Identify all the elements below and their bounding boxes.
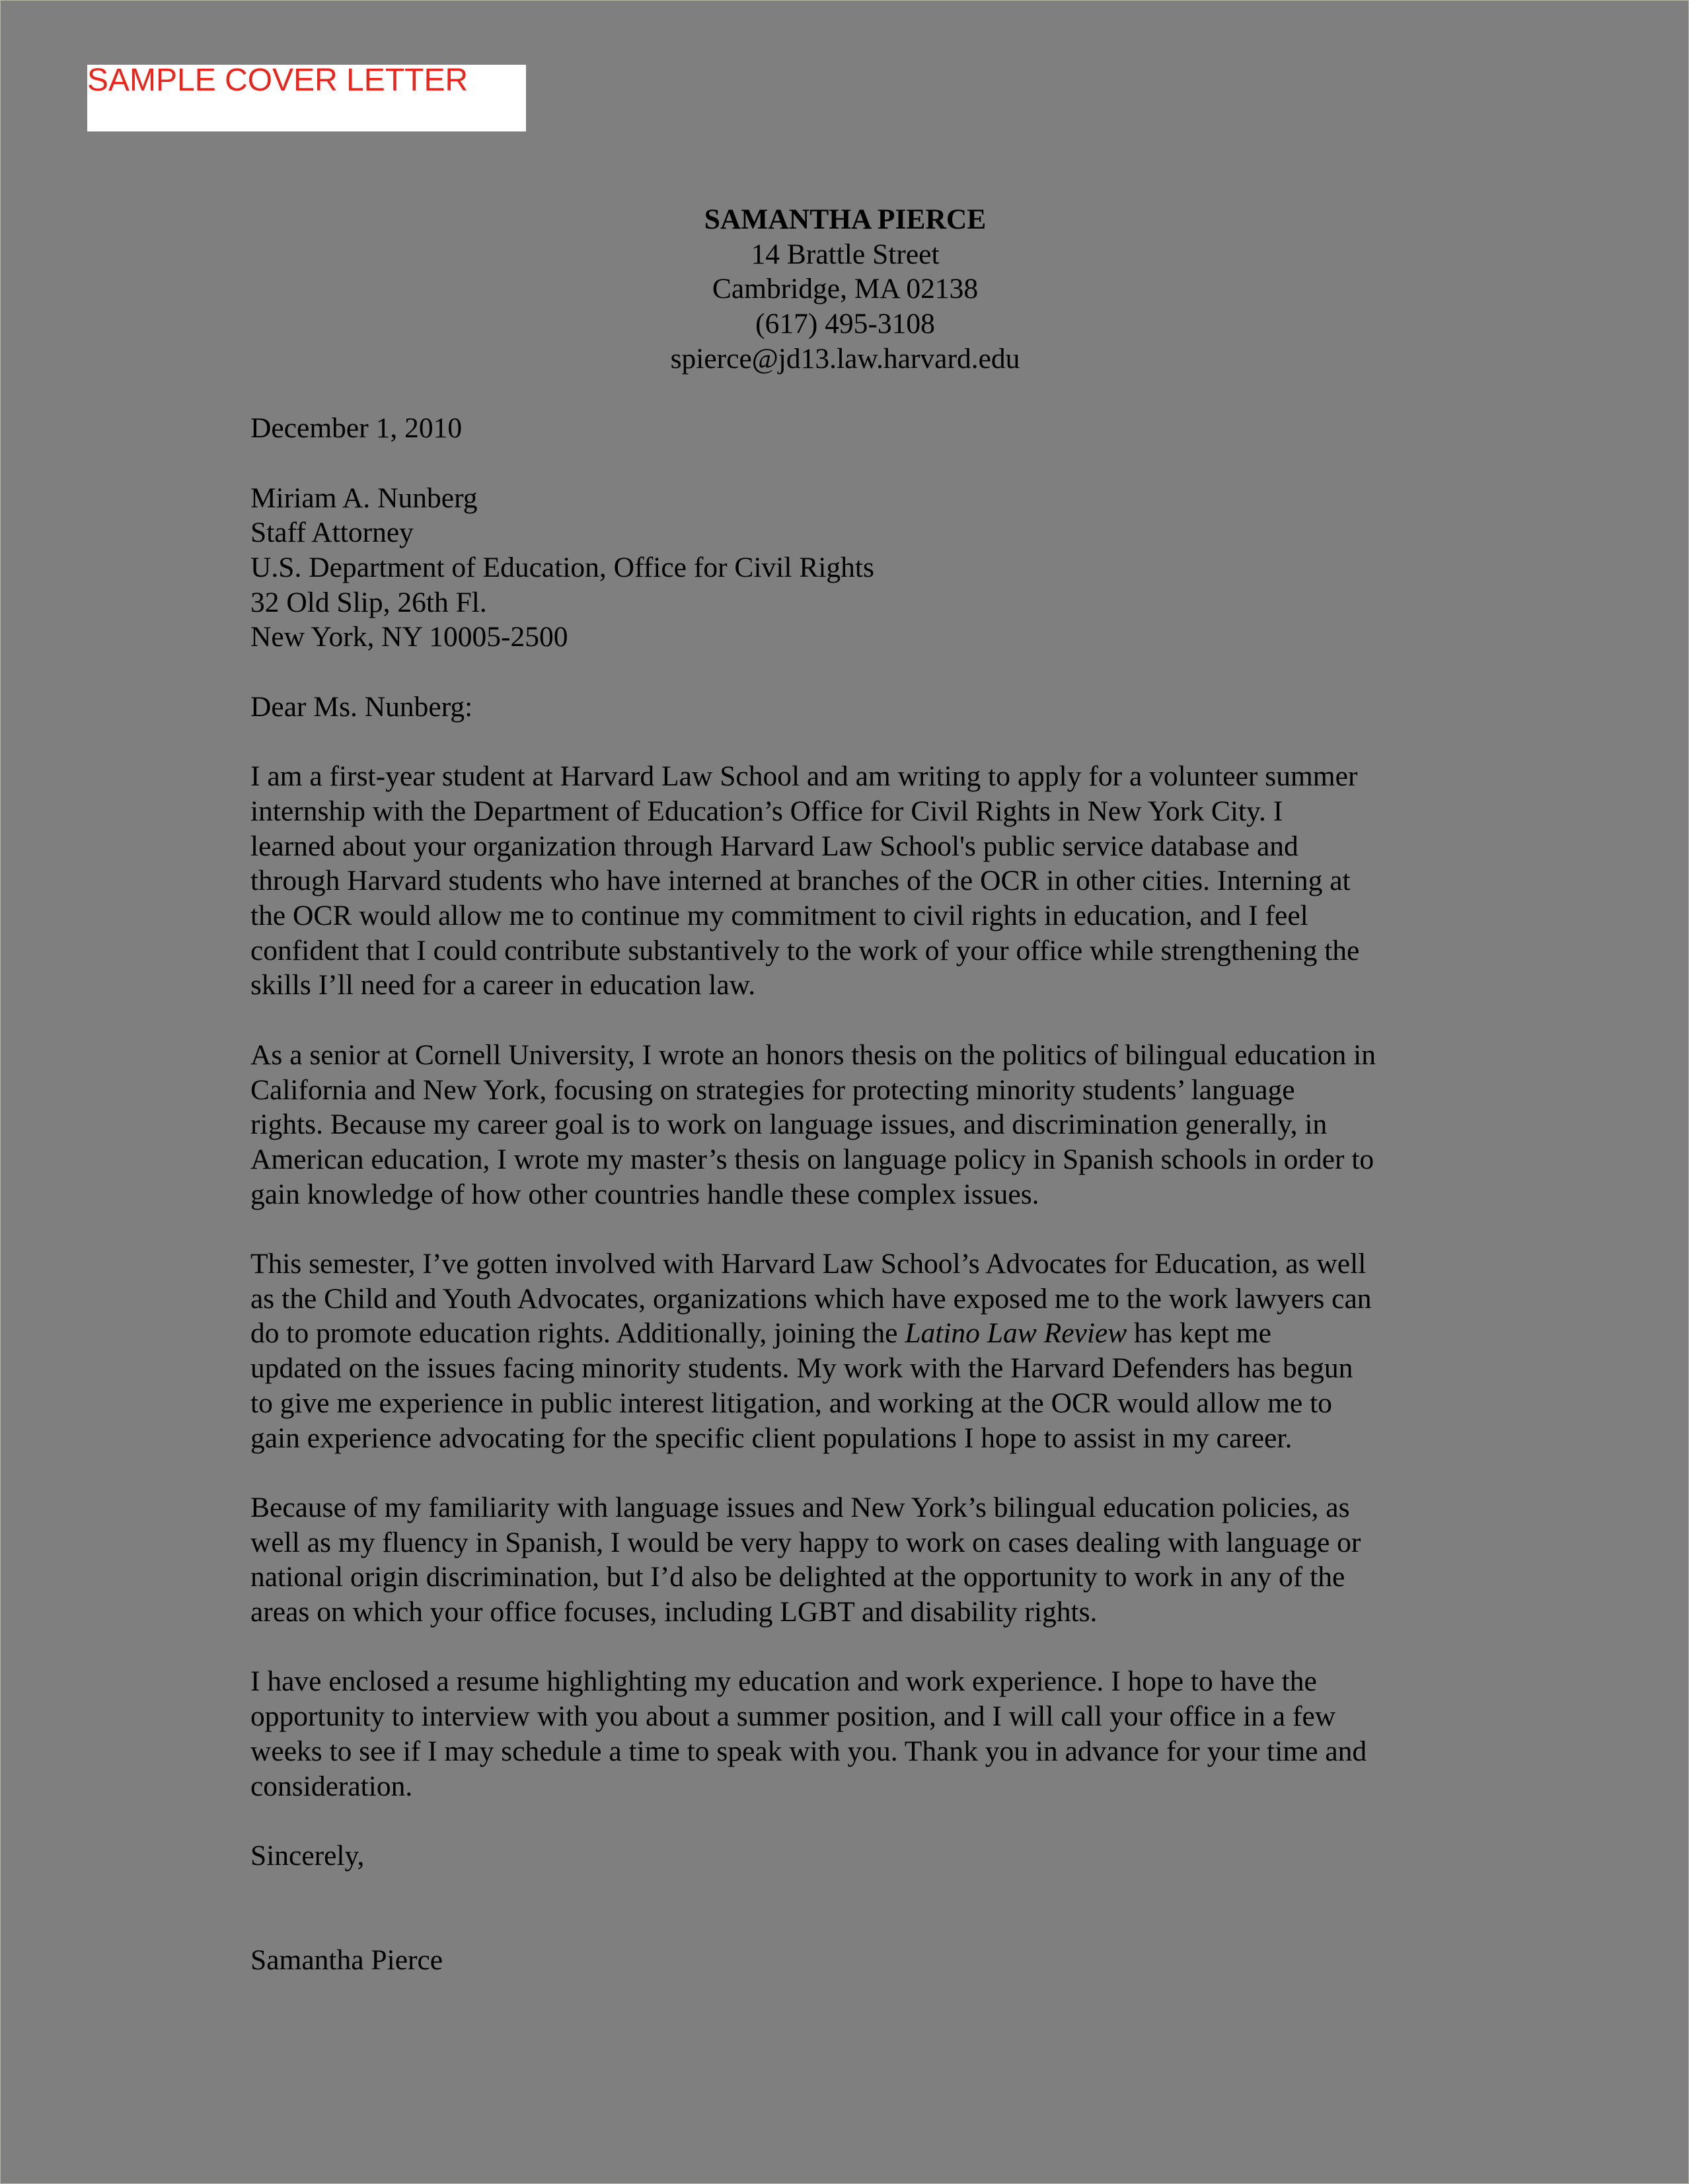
sender-name: SAMANTHA PIERCE [704, 203, 987, 235]
letter-date-block [250, 411, 1446, 446]
salutation: Dear Ms. Nunberg: [250, 690, 473, 723]
paragraph-5 [250, 1664, 1446, 1803]
paragraph-line: well as my fluency in Spanish, I would be very happy to work on cases dealing with language or [250, 1526, 1361, 1558]
paragraph-line: skills I’ll need for a career in education law. [250, 969, 756, 1001]
signature-block [250, 1943, 1446, 1978]
paragraph-line: As a senior at Cornell University, I wrote an honors thesis on the politics of bilingual education in [250, 1038, 1376, 1071]
closing: Sincerely, [250, 1839, 365, 1872]
recipient-address [250, 481, 1446, 655]
recipient-name: Miriam A. Nunberg [250, 482, 478, 514]
paragraph-3 [250, 1247, 1446, 1455]
paragraph-line: gain experience advocating for the specific client populations I hope to assist in my career. [250, 1422, 1293, 1454]
closing-block [250, 1838, 1446, 1874]
sender-city: Cambridge, MA 02138 [712, 273, 979, 305]
signature-name: Samantha Pierce [250, 1944, 443, 1976]
paragraph-line: Because of my familiarity with language issues and New York’s bilingual education policies, as [250, 1491, 1350, 1523]
paragraph-line: learned about your organization through Harvard Law School's public service database and [250, 830, 1298, 862]
paragraph-line: areas on which your office focuses, including LGBT and disability rights. [250, 1596, 1098, 1628]
paragraph-2 [250, 1038, 1446, 1212]
paragraph-line: I am a first-year student at Harvard Law School and am writing to apply for a volunteer summer [250, 760, 1358, 793]
paragraph-line: updated on the issues facing minority students. My work with the Harvard Defenders has begun [250, 1352, 1353, 1385]
paragraph-text: has kept me [1127, 1317, 1271, 1350]
cover-letter [250, 202, 1446, 1978]
paragraph-line: the OCR would allow me to continue my commitment to civil rights in education, and I feel [250, 900, 1308, 931]
letter-date: December 1, 2010 [250, 412, 463, 445]
paragraph-line: consideration. [250, 1770, 413, 1802]
recipient-street: 32 Old Slip, 26th Fl. [250, 586, 487, 618]
sender-email: spierce@jd13.law.harvard.edu [670, 342, 1020, 375]
paragraph-line: California and New York, focusing on strategies for protecting minority students’ language [250, 1074, 1295, 1106]
sender-street: 14 Brattle Street [751, 238, 940, 270]
paragraph-line: to give me experience in public interest litigation, and working at the OCR would allow me to [250, 1387, 1332, 1419]
paragraph-line: weeks to see if I may schedule a time to speak with you. Thank you in advance for your time and [250, 1735, 1367, 1767]
paragraph-line: national origin discrimination, but I’d also be delighted at the opportunity to work in any of the [250, 1561, 1345, 1593]
paragraph-line: through Harvard students who have interned at branches of the OCR in other cities. Interning at [250, 865, 1351, 897]
paragraph-line: internship with the Department of Education’s Office for Civil Rights in New York City. I [250, 795, 1283, 827]
recipient-title: Staff Attorney [250, 517, 414, 549]
paragraph-4 [250, 1490, 1446, 1630]
sample-label-box [87, 65, 526, 131]
sender-phone: (617) 495-3108 [755, 308, 935, 340]
sample-label: SAMPLE COVER LETTER [87, 63, 469, 98]
paragraph-line: gain knowledge of how other countries handle these complex issues. [250, 1178, 1039, 1210]
paragraph-line: American education, I wrote my master’s thesis on language policy in Spanish schools in order to [250, 1143, 1374, 1175]
paragraph-line: confident that I could contribute substantively to the work of your office while strengthening the [250, 934, 1360, 966]
salutation-block [250, 690, 1446, 725]
recipient-city: New York, NY 10005-2500 [250, 621, 568, 653]
paragraph-line: I have enclosed a resume highlighting my education and work experience. I hope to have the [250, 1665, 1317, 1698]
paragraph-line: rights. Because my career goal is to work on language issues, and discrimination generally, in [250, 1109, 1328, 1141]
recipient-org: U.S. Department of Education, Office for Civil Rights [250, 552, 874, 583]
paragraph-1 [250, 759, 1446, 1003]
paragraph-line: opportunity to interview with you about a summer position, and I will call your office in a few [250, 1700, 1336, 1733]
paragraph-line: as the Child and Youth Advocates, organizations which have exposed me to the work lawyers can [250, 1282, 1372, 1315]
paragraph-text: do to promote education rights. Additionally, joining the [250, 1317, 905, 1350]
paragraph-line: This semester, I’ve gotten involved with Harvard Law School’s Advocates for Education, as well [250, 1248, 1367, 1280]
journal-title: Latino Law Review [905, 1317, 1127, 1350]
paragraph-line [250, 1316, 1446, 1351]
letterhead [250, 202, 1440, 377]
